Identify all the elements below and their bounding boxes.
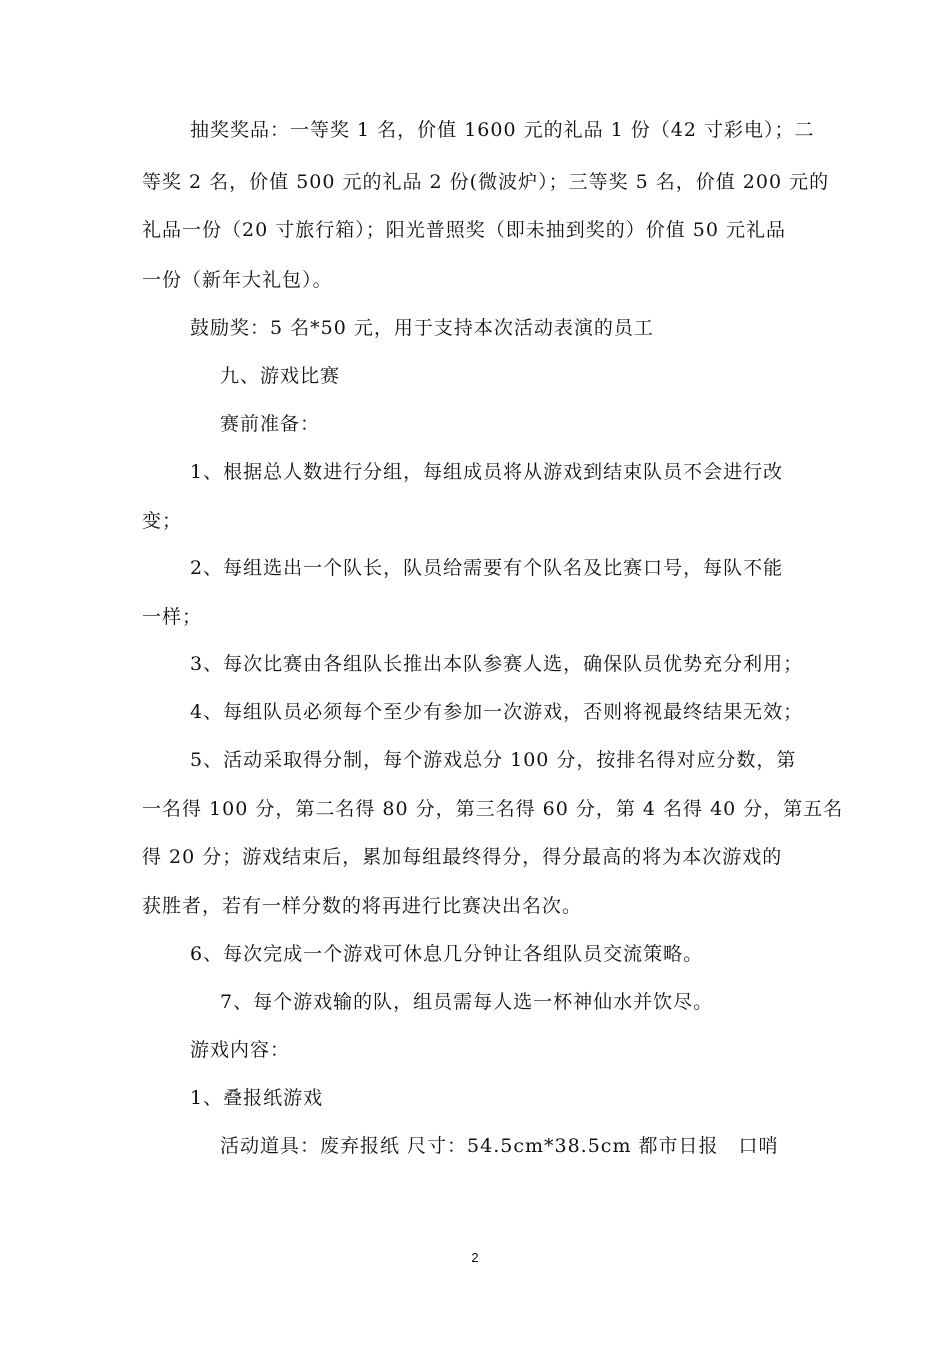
prize-line-1: 抽奖奖品：一等奖 1 名，价值 1600 元的礼品 1 份（42 寸彩电）；二 — [190, 119, 815, 141]
encouragement-prize: 鼓励奖：5 名*50 元，用于支持本次活动表演的员工 — [190, 317, 654, 339]
rule-5-line-1: 5、活动采取得分制，每个游戏总分 100 分，按排名得对应分数，第 — [190, 749, 797, 771]
pre-game-heading: 赛前准备： — [220, 413, 321, 435]
rule-5-line-3: 得 20 分；游戏结束后，累加每组最终得分，得分最高的将为本次游戏的 — [142, 846, 783, 868]
page-number: 2 — [471, 1250, 479, 1265]
prize-line-3: 礼品一份（20 寸旅行箱）；阳光普照奖（即未抽到奖的）价值 50 元礼品 — [142, 219, 786, 241]
rule-1-line-2: 变； — [142, 510, 183, 532]
rule-6: 6、每次完成一个游戏可休息几分钟让各组队员交流策略。 — [190, 943, 704, 965]
rule-3: 3、每次比赛由各组队长推出本队参赛人选，确保队员优势充分利用； — [190, 653, 804, 675]
prize-line-4: 一份（新年大礼包）。 — [142, 269, 333, 291]
game-content-heading: 游戏内容： — [190, 1039, 291, 1061]
rule-7: 7、每个游戏输的队，组员需每人选一杯神仙水并饮尽。 — [220, 991, 714, 1013]
game-1-props: 活动道具：废弃报纸 尺寸：54.5cm*38.5cm 都市日报 口哨 — [220, 1135, 779, 1157]
prize-line-2: 等奖 2 名，价值 500 元的礼品 2 份(微波炉）；三等奖 5 名，价值 200 元的 — [142, 171, 830, 193]
rule-1-line-1: 1、根据总人数进行分组，每组成员将从游戏到结束队员不会进行改 — [190, 461, 784, 483]
rule-2-line-2: 一样； — [142, 606, 203, 628]
game-1-title: 1、叠报纸游戏 — [190, 1087, 324, 1109]
rule-5-line-2: 一名得 100 分，第二名得 80 分，第三名得 60 分，第 4 名得 40 分，第五名 — [142, 798, 844, 820]
section-heading-games: 九、游戏比赛 — [220, 365, 341, 387]
rule-4: 4、每组队员必须每个至少有参加一次游戏，否则将视最终结果无效； — [190, 701, 804, 723]
rule-5-line-4: 获胜者，若有一样分数的将再进行比赛决出名次。 — [142, 895, 583, 917]
rule-2-line-1: 2、每组选出一个队长，队员给需要有个队名及比赛口号，每队不能 — [190, 557, 784, 579]
